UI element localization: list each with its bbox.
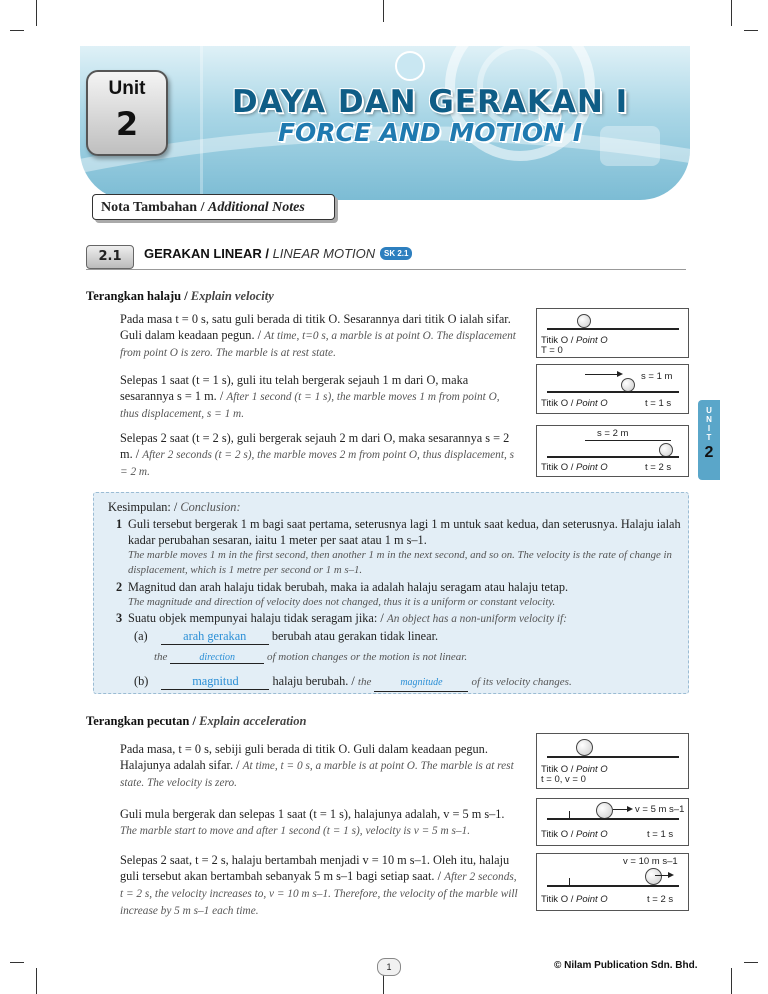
velocity-p1-en: At time, t=0 s, a marble is at point O. The displacement from point O is zero. The marble is at rest state.	[120, 330, 516, 359]
marble	[621, 378, 635, 392]
conclusion-item-3: 3 Suatu objek mempunyai halaju tidak seragam jika: / An object has a non-uniform velocity if:	[116, 611, 567, 625]
velocity-p1: Pada masa t = 0 s, satu guli berada di titik O. Sesarannya dari titik O ialah sifar. Guli dalam keadaan pegun. / At time, t=0 s, a marble is at point O. The displacement from point O is zero. The marble is at rest state.	[120, 312, 516, 359]
section-title-en: LINEAR MOTION	[272, 246, 376, 261]
velocity-figure-2	[536, 364, 689, 414]
acc-fig2-point: Titik O / Point O	[541, 829, 608, 840]
velocity-p3: Selepas 2 saat (t = 2 s), guli bergerak sejauh 2 m dari O, maka sesarannya s = 2 m. / After 2 seconds (t = 2 s), the marble moves 2 m from point O, thus displacement, s = 2 m.	[120, 431, 515, 478]
crop-mark	[731, 968, 732, 994]
crop-mark	[731, 0, 732, 26]
answer-b-en: magnitude	[374, 675, 468, 692]
acceleration-heading-en: Explain acceleration	[199, 714, 307, 728]
fig3-time: t = 2 s	[645, 462, 672, 473]
velocity-figure-1	[536, 308, 689, 358]
track-line	[547, 328, 679, 330]
crop-mark	[10, 962, 24, 963]
velocity-p2: Selepas 1 saat (t = 1 s), guli itu telah bergerak sejauh 1 m dari O, maka sesarannya s = 1 m. / After 1 second (t = 1 s), the marble moves 1 m from point O, thus displacement, s = 1 m.	[120, 373, 500, 420]
acc-fig3-time: t = 2 s	[647, 894, 674, 905]
arrow-head-icon	[627, 806, 633, 812]
velocity-heading: Terangkan halaju / Explain velocity	[86, 289, 274, 303]
track-line	[547, 818, 679, 820]
acceleration-figure-3	[536, 853, 689, 911]
velocity-p3-en: After 2 seconds (t = 2 s), the marble moves 2 m from point O, thus displacement, s = 2 m.	[120, 449, 515, 478]
fig3-point-label: Titik O / Point O	[541, 462, 608, 473]
notes-label-en: Additional Notes	[207, 200, 305, 215]
acc-fig2-vel: v = 5 m s–1	[635, 804, 685, 815]
acceleration-p1: Pada masa, t = 0 s, sebiji guli berada di titik O. Guli dalam keadaan pegun. Halajunya adalah sifar. / At time, t = 0 s, a marble is at point O. The marble is at rest state. The velocity is zero.	[120, 742, 514, 789]
page-number: 1	[377, 958, 401, 976]
arrow-head-icon	[617, 371, 623, 377]
answer-b-ms: magnitud	[161, 673, 269, 690]
acceleration-heading: Terangkan pecutan / Explain acceleration	[86, 714, 307, 728]
arrow-head-icon	[668, 872, 674, 878]
side-tab-number: 2	[704, 444, 714, 461]
conclusion-item-1: 1 Guli tersebut bergerak 1 m bagi saat pertama, seterusnya lagi 1 m untuk saat kedua, dan seterusnya. Halaju ialah kadar perubahan sesaran, iaitu 1 meter per saat atau 1 m s–1. The marble moves 1 m in the first second, then another 1 m in the next second, and so on. The velocity is the rate of change in displacement, which is 1 metre per second or 1 m s–1.	[116, 517, 681, 576]
notes-label-ms: Nota Tambahan	[101, 200, 198, 215]
track-line	[547, 756, 679, 758]
fig3-disp: s = 2 m	[597, 428, 629, 439]
acceleration-figure-2	[536, 798, 689, 846]
acceleration-heading-ms: Terangkan pecutan	[86, 714, 190, 728]
conclusion-item-2: 2 Magnitud dan arah halaju tidak berubah, maka ia adalah halaju seragam atau halaju tetap. The magnitude and direction of velocity does not changed, thus it is a uniform or constant velocity.	[116, 580, 569, 608]
unit-number: 2	[115, 105, 139, 143]
additional-notes-box: Nota Tambahan / Additional Notes	[92, 194, 335, 220]
marble	[645, 868, 662, 885]
velocity-figure-3	[536, 425, 689, 477]
copyright: © Nilam Publication Sdn. Bhd.	[554, 960, 698, 971]
sk-badge: SK 2.1	[380, 247, 412, 260]
acceleration-p3: Selepas 2 saat, t = 2 s, halaju bertambah menjadi v = 10 m s–1. Oleh itu, halaju guli tersebut akan bertambah sebanyak 5 m s–1 bagi setiap saat. / After 2 seconds, t = 2 s, the velocity increases to, v = 10 m s–1. Therefore, the velocity of the marble will increase by 5 m s–1 each time.	[120, 853, 518, 917]
acc-fig1-cond: t = 0, v = 0	[541, 774, 586, 785]
fig1-point-label: Titik O / Point O	[541, 335, 608, 346]
conclusion-b: (b) magnitud halaju berubah. / the magnitude of its velocity changes.	[134, 673, 694, 692]
conclusion-label: Kesimpulan: / Conclusion:	[108, 500, 241, 514]
unit-badge	[86, 70, 168, 156]
velocity-p2-ms: Selepas 1 saat (t = 1 s), guli itu telah bergerak sejauh 1 m dari O, maka sesarannya s = 1 m.	[120, 373, 469, 403]
chapter-title-ms: DAYA DAN GERAKAN I	[231, 84, 629, 120]
velocity-p1-ms: Pada masa t = 0 s, satu guli berada di titik O. Sesarannya dari titik O ialah sifar. Guli dalam keadaan pegun.	[120, 312, 511, 342]
displacement-arrow	[585, 440, 671, 441]
acceleration-p2: Guli mula bergerak dan selepas 1 saat (t = 1 s), halajunya adalah, v = 5 m s–1. The marble start to move and after 1 second (t = 1 s), velocity is v = 5 m s–1.	[120, 807, 505, 837]
conclusion-a: (a) arah gerakan berubah atau gerakan tidak linear.	[134, 629, 439, 643]
velocity-p3-ms: Selepas 2 saat (t = 2 s), guli bergerak sejauh 2 m dari O, maka sesarannya s = 2 m.	[120, 431, 510, 461]
marble	[659, 443, 673, 457]
section-title: GERAKAN LINEAR / LINEAR MOTION	[144, 246, 376, 261]
section-title-ms: GERAKAN LINEAR	[144, 246, 262, 261]
acc-fig3-vel: v = 10 m s–1	[623, 856, 678, 867]
side-tab-letters: U N I T	[706, 406, 712, 442]
displacement-arrow	[585, 374, 619, 375]
marble	[596, 802, 613, 819]
acc-fig1-point: Titik O / Point O	[541, 764, 608, 775]
track-line	[547, 456, 679, 458]
crop-mark	[10, 30, 24, 31]
answer-a-en: direction	[170, 652, 264, 664]
marble	[577, 314, 591, 328]
crop-mark	[36, 968, 37, 994]
velocity-heading-en: Explain velocity	[190, 289, 274, 303]
acc-fig2-time: t = 1 s	[647, 829, 674, 840]
section-divider	[86, 269, 686, 270]
answer-a-ms: arah gerakan	[161, 628, 269, 645]
acceleration-figure-1	[536, 733, 689, 789]
marble	[576, 739, 593, 756]
velocity-heading-ms: Terangkan halaju	[86, 289, 182, 303]
crop-mark	[36, 0, 37, 26]
velocity-arrow	[655, 875, 669, 876]
acc-fig3-point: Titik O / Point O	[541, 894, 608, 905]
chapter-title-en: FORCE AND MOTION I	[277, 118, 583, 147]
section-number: 2.1	[86, 245, 134, 269]
track-line	[547, 391, 679, 393]
conclusion-a-en: the direction of motion changes or the motion is not linear.	[154, 651, 468, 663]
fig2-disp: s = 1 m	[641, 371, 673, 382]
track-line	[547, 885, 679, 887]
fig2-time: t = 1 s	[645, 398, 672, 409]
fig2-point-label: Titik O / Point O	[541, 398, 608, 409]
unit-label: Unit	[108, 78, 146, 99]
conclusion-box	[93, 492, 689, 694]
fig1-time: T = 0	[541, 345, 563, 356]
crop-mark	[744, 962, 758, 963]
unit-side-tab	[698, 400, 720, 480]
crop-mark	[383, 0, 384, 22]
crop-mark	[744, 30, 758, 31]
velocity-p2-en: After 1 second (t = 1 s), the marble moves 1 m from point O, thus displacement, s = 1 m.	[120, 391, 500, 420]
